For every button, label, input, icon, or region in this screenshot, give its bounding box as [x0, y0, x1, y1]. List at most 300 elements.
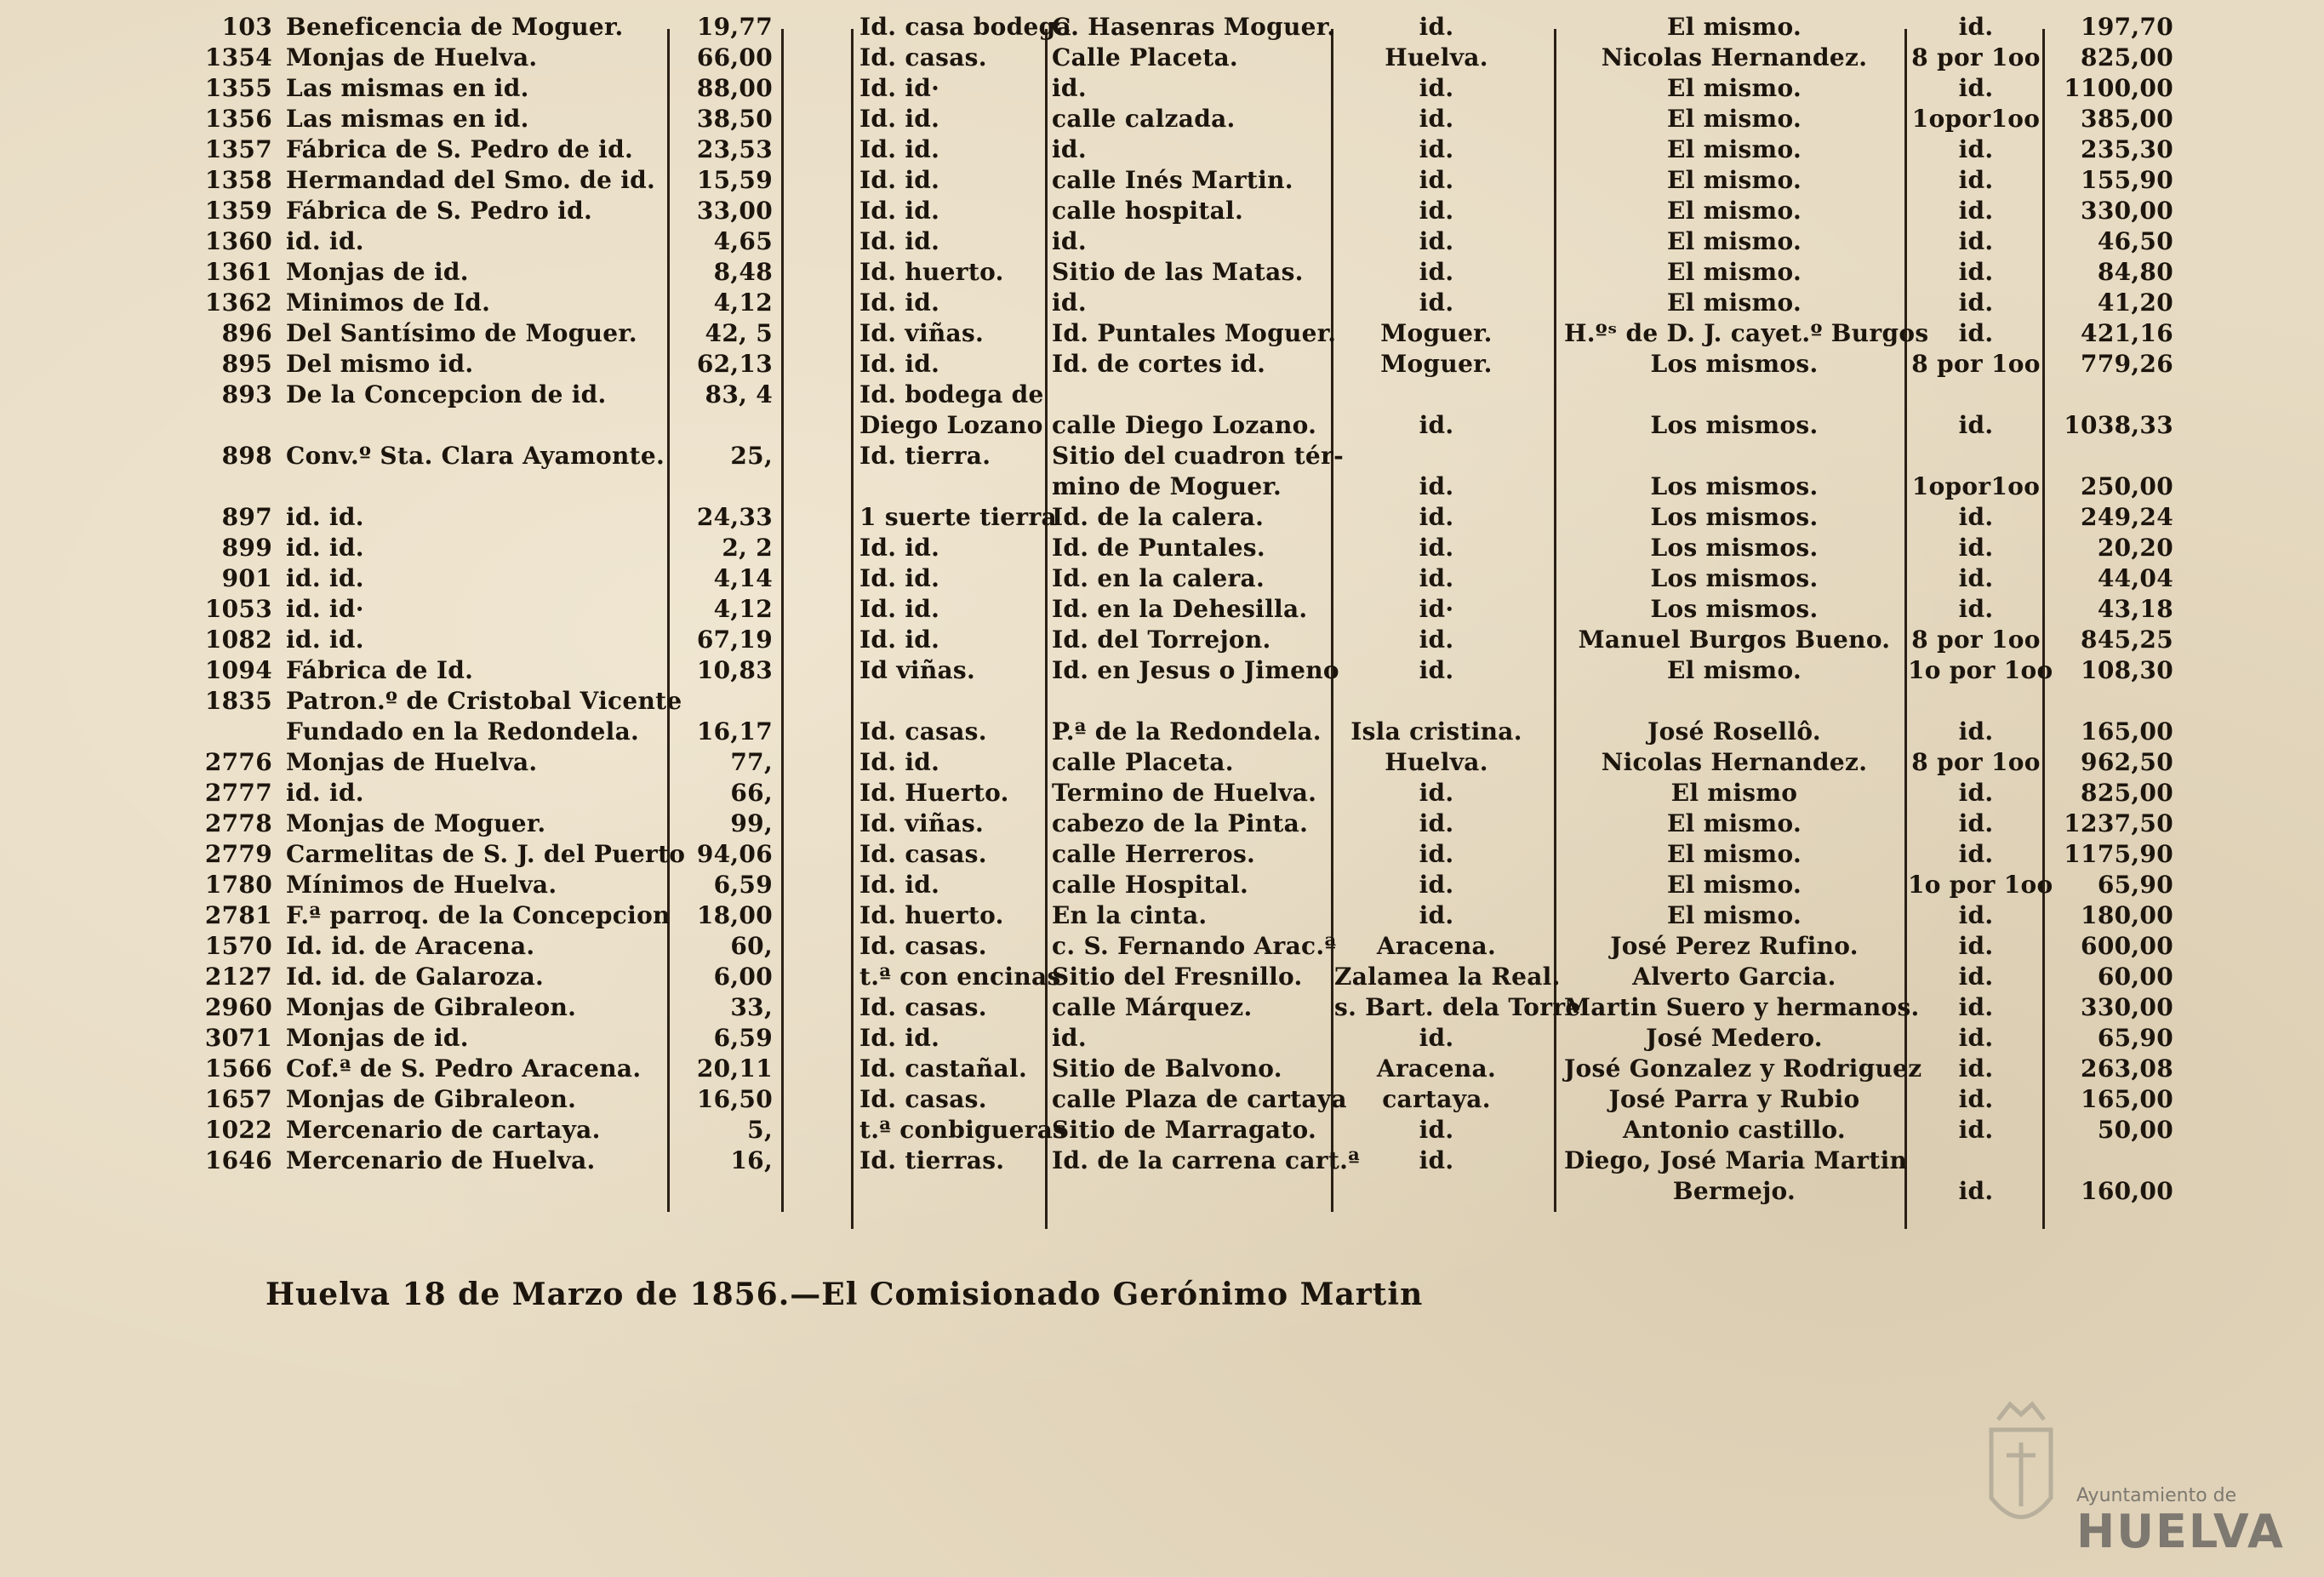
- institution-cell: Fábrica de S. Pedro id.: [286, 197, 592, 225]
- buyer-cell: Nicolas Hernandez.: [1601, 43, 1868, 71]
- town-cell: id.: [1419, 227, 1454, 255]
- property-type-cell: Id. id.: [859, 197, 940, 225]
- entry-number-cell: 2127: [204, 963, 272, 991]
- property-location-cell: Id. en la calera.: [1052, 564, 1265, 592]
- entry-number-cell: 1082: [204, 626, 272, 654]
- table-row: [0, 441, 2324, 471]
- sale-amount-cell: 1038,33: [2064, 411, 2173, 439]
- buyer-cell: Alverto Garcia.: [1632, 963, 1836, 991]
- rent-value-cell: 18,00: [696, 901, 773, 929]
- sale-amount-cell: 1237,50: [2064, 809, 2173, 837]
- buyer-cell: José Medero.: [1646, 1024, 1823, 1052]
- rent-value-cell: 83, 4: [705, 380, 773, 409]
- entry-number-cell: 1356: [204, 105, 272, 133]
- institution-cell: id. id.: [286, 779, 364, 807]
- entry-number-cell: 2777: [204, 779, 272, 807]
- table-row: [0, 410, 2324, 441]
- property-type-cell: t.ª conbigueras: [859, 1116, 1067, 1144]
- property-location-cell: P.ª de la Redondela.: [1052, 717, 1322, 746]
- rate-cell: id.: [1958, 227, 1994, 255]
- buyer-cell: El mismo.: [1666, 74, 1802, 102]
- entry-number-cell: 1354: [204, 43, 272, 71]
- buyer-cell: Bermejo.: [1672, 1177, 1796, 1205]
- sale-amount-cell: 165,00: [2081, 1085, 2173, 1113]
- rent-value-cell: 4,65: [713, 227, 773, 255]
- institution-cell: Fundado en la Redondela.: [286, 717, 640, 746]
- property-type-cell: Id. id.: [859, 1024, 940, 1052]
- property-type-cell: Id. bodega de: [859, 380, 1044, 409]
- institution-cell: Minimos de Id.: [286, 289, 491, 317]
- town-cell: cartaya.: [1382, 1085, 1491, 1113]
- rent-value-cell: 38,50: [696, 105, 773, 133]
- property-location-cell: calle hospital.: [1052, 197, 1243, 225]
- property-location-cell: C. Hasenras Moguer.: [1052, 13, 1336, 41]
- table-row: [0, 1084, 2324, 1115]
- rate-cell: id.: [1958, 13, 1994, 41]
- property-type-cell: Id. huerto.: [859, 901, 1004, 929]
- table-row: [0, 73, 2324, 104]
- property-type-cell: Diego Lozano: [859, 411, 1043, 439]
- entry-number-cell: 898: [221, 442, 272, 470]
- rate-cell: 8 por 1oo: [1911, 748, 2041, 776]
- table-row: [0, 43, 2324, 73]
- property-type-cell: Id. casas.: [859, 717, 987, 746]
- town-cell: id.: [1419, 289, 1454, 317]
- rent-value-cell: 10,83: [696, 656, 773, 684]
- institution-cell: Carmelitas de S. J. del Puerto: [286, 840, 686, 868]
- property-location-cell: id.: [1052, 227, 1087, 255]
- rate-cell: id.: [1958, 809, 1994, 837]
- table-row: [0, 625, 2324, 655]
- institution-cell: Del mismo id.: [286, 350, 474, 378]
- property-location-cell: Sitio del cuadron tér-: [1052, 442, 1345, 470]
- town-cell: id.: [1419, 840, 1454, 868]
- property-location-cell: Id. de Puntales.: [1052, 534, 1265, 562]
- property-type-cell: 1 suerte tierra: [859, 503, 1057, 531]
- institution-cell: id. id.: [286, 626, 364, 654]
- entry-number-cell: 1566: [204, 1054, 272, 1083]
- table-row: [0, 717, 2324, 747]
- buyer-cell: H.ºˢ de D. J. cayet.º Burgos: [1564, 319, 1929, 347]
- property-location-cell: Id. de la calera.: [1052, 503, 1265, 531]
- buyer-cell: El mismo.: [1666, 656, 1802, 684]
- buyer-cell: Nicolas Hernandez.: [1601, 748, 1868, 776]
- property-location-cell: Id. de la carrena cart.ª: [1052, 1146, 1361, 1174]
- rent-value-cell: 62,13: [696, 350, 773, 378]
- property-location-cell: calle calzada.: [1052, 105, 1236, 133]
- table-row: [0, 104, 2324, 134]
- town-cell: Huelva.: [1385, 43, 1488, 71]
- rent-value-cell: 67,19: [696, 626, 773, 654]
- sale-amount-cell: 421,16: [2081, 319, 2173, 347]
- town-cell: id.: [1419, 503, 1454, 531]
- institution-cell: Las mismas en id.: [286, 105, 529, 133]
- property-type-cell: Id. tierras.: [859, 1146, 1005, 1174]
- sale-amount-cell: 41,20: [2097, 289, 2173, 317]
- property-type-cell: Id viñas.: [859, 656, 976, 684]
- rate-cell: id.: [1958, 74, 1994, 102]
- table-row: [0, 349, 2324, 380]
- entry-number-cell: 1570: [204, 932, 272, 960]
- town-cell: id.: [1419, 1116, 1454, 1144]
- property-type-cell: Id. id.: [859, 135, 940, 163]
- buyer-cell: José Rosellô.: [1647, 717, 1821, 746]
- institution-cell: Monjas de id.: [286, 1024, 469, 1052]
- institution-cell: Fábrica de S. Pedro de id.: [286, 135, 634, 163]
- table-row: [0, 870, 2324, 900]
- property-type-cell: Id. viñas.: [859, 809, 985, 837]
- sale-amount-cell: 50,00: [2097, 1116, 2173, 1144]
- table-row: [0, 808, 2324, 839]
- property-location-cell: calle Herreros.: [1052, 840, 1256, 868]
- rate-cell: id.: [1958, 932, 1994, 960]
- rate-cell: id.: [1958, 1054, 1994, 1083]
- table-row: [0, 318, 2324, 349]
- table-row: [0, 471, 2324, 502]
- institution-cell: Monjas de Huelva.: [286, 43, 538, 71]
- sale-amount-cell: 385,00: [2081, 105, 2173, 133]
- rate-cell: id.: [1958, 963, 1994, 991]
- rent-value-cell: 33,: [730, 993, 773, 1021]
- property-location-cell: Calle Placeta.: [1052, 43, 1238, 71]
- buyer-cell: Manuel Burgos Bueno.: [1578, 626, 1891, 654]
- entry-number-cell: 893: [221, 380, 272, 409]
- rent-value-cell: 16,50: [696, 1085, 773, 1113]
- sale-amount-cell: 165,00: [2081, 717, 2173, 746]
- rent-value-cell: 4,14: [713, 564, 773, 592]
- sale-amount-cell: 250,00: [2081, 472, 2173, 500]
- property-location-cell: Id. Puntales Moguer.: [1052, 319, 1337, 347]
- entry-number-cell: 2776: [204, 748, 272, 776]
- town-cell: id.: [1419, 13, 1454, 41]
- rate-cell: id.: [1958, 166, 1994, 194]
- property-type-cell: Id. id.: [859, 595, 940, 623]
- rate-cell: id.: [1958, 411, 1994, 439]
- table-row: [0, 1054, 2324, 1084]
- property-location-cell: calle Plaza de cartaya: [1052, 1085, 1347, 1113]
- entry-number-cell: 2960: [204, 993, 272, 1021]
- rent-value-cell: 8,48: [713, 258, 773, 286]
- rate-cell: id.: [1958, 135, 1994, 163]
- buyer-cell: Los mismos.: [1650, 472, 1819, 500]
- rent-value-cell: 25,: [730, 442, 773, 470]
- rent-value-cell: 15,59: [696, 166, 773, 194]
- town-cell: Moguer.: [1380, 350, 1493, 378]
- property-location-cell: id.: [1052, 135, 1087, 163]
- sale-amount-cell: 962,50: [2081, 748, 2173, 776]
- rate-cell: 1opor1oo: [1911, 105, 2041, 133]
- table-row: [0, 533, 2324, 563]
- sale-amount-cell: 779,26: [2081, 350, 2173, 378]
- buyer-cell: El mismo.: [1666, 105, 1802, 133]
- table-row: [0, 165, 2324, 196]
- institution-cell: id. id·: [286, 595, 364, 623]
- rate-cell: 1o por 1oo: [1908, 871, 2053, 899]
- entry-number-cell: 1657: [204, 1085, 272, 1113]
- table-row: [0, 380, 2324, 410]
- property-type-cell: Id. casa bodega: [859, 13, 1071, 41]
- rent-value-cell: 77,: [730, 748, 773, 776]
- buyer-cell: José Gonzalez y Rodriguez: [1564, 1054, 1922, 1083]
- buyer-cell: José Perez Rufino.: [1610, 932, 1859, 960]
- rate-cell: id.: [1958, 993, 1994, 1021]
- rate-cell: id.: [1958, 901, 1994, 929]
- buyer-cell: El mismo: [1670, 779, 1798, 807]
- entry-number-cell: 901: [221, 564, 272, 592]
- sale-amount-cell: 180,00: [2081, 901, 2173, 929]
- buyer-cell: Los mismos.: [1650, 350, 1819, 378]
- property-type-cell: Id. casas.: [859, 840, 987, 868]
- town-cell: id.: [1419, 258, 1454, 286]
- town-cell: Aracena.: [1376, 932, 1497, 960]
- property-type-cell: Id. id.: [859, 748, 940, 776]
- institution-cell: id. id.: [286, 564, 364, 592]
- entry-number-cell: 896: [221, 319, 272, 347]
- table-row: [0, 962, 2324, 992]
- rent-value-cell: 94,06: [696, 840, 773, 868]
- property-location-cell: Id. en Jesus o Jimeno: [1052, 656, 1339, 684]
- table-row: [0, 502, 2324, 533]
- sale-amount-cell: 44,04: [2097, 564, 2173, 592]
- institution-cell: Las mismas en id.: [286, 74, 529, 102]
- rate-cell: id.: [1958, 503, 1994, 531]
- sale-amount-cell: 46,50: [2097, 227, 2173, 255]
- sale-amount-cell: 108,30: [2081, 656, 2173, 684]
- institution-cell: Monjas de Huelva.: [286, 748, 538, 776]
- rate-cell: id.: [1958, 534, 1994, 562]
- buyer-cell: El mismo.: [1666, 13, 1802, 41]
- table-row: [0, 12, 2324, 43]
- institution-cell: Id. id. de Galaroza.: [286, 963, 545, 991]
- rent-value-cell: 6,00: [713, 963, 773, 991]
- property-type-cell: Id. castañal.: [859, 1054, 1027, 1083]
- town-cell: id.: [1419, 626, 1454, 654]
- sale-amount-cell: 845,25: [2081, 626, 2173, 654]
- entry-number-cell: 897: [221, 503, 272, 531]
- property-location-cell: calle Inés Martin.: [1052, 166, 1293, 194]
- entry-number-cell: 2779: [204, 840, 272, 868]
- institution-cell: Conv.º Sta. Clara Ayamonte.: [286, 442, 665, 470]
- buyer-cell: Diego, José Maria Martin: [1564, 1146, 1908, 1174]
- institution-cell: Mínimos de Huelva.: [286, 871, 557, 899]
- sale-amount-cell: 263,08: [2081, 1054, 2173, 1083]
- rent-value-cell: 19,77: [696, 13, 773, 41]
- property-type-cell: Id. casas.: [859, 932, 987, 960]
- rate-cell: id.: [1958, 1116, 1994, 1144]
- property-location-cell: id.: [1052, 1024, 1087, 1052]
- town-cell: id.: [1419, 901, 1454, 929]
- buyer-cell: Los mismos.: [1650, 534, 1819, 562]
- buyer-cell: El mismo.: [1666, 258, 1802, 286]
- sale-amount-cell: 20,20: [2097, 534, 2173, 562]
- rent-value-cell: 5,: [747, 1116, 773, 1144]
- institution-cell: Cof.ª de S. Pedro Aracena.: [286, 1054, 642, 1083]
- property-type-cell: Id. id.: [859, 871, 940, 899]
- property-type-cell: t.ª con encinas: [859, 963, 1061, 991]
- rate-cell: 1opor1oo: [1911, 472, 2041, 500]
- sale-amount-cell: 1100,00: [2064, 74, 2173, 102]
- entry-number-cell: 1357: [204, 135, 272, 163]
- rate-cell: id.: [1958, 319, 1994, 347]
- entry-number-cell: 3071: [204, 1024, 272, 1052]
- town-cell: id.: [1419, 1146, 1454, 1174]
- rent-value-cell: 16,: [730, 1146, 773, 1174]
- town-cell: s. Bart. dela Torre: [1334, 993, 1581, 1021]
- buyer-cell: El mismo.: [1666, 871, 1802, 899]
- rate-cell: id.: [1958, 1085, 1994, 1113]
- buyer-cell: El mismo.: [1666, 809, 1802, 837]
- property-type-cell: Id. id.: [859, 626, 940, 654]
- entry-number-cell: 899: [221, 534, 272, 562]
- property-location-cell: Termino de Huelva.: [1052, 779, 1317, 807]
- rent-value-cell: 60,: [730, 932, 773, 960]
- entry-number-cell: 1022: [204, 1116, 272, 1144]
- institution-cell: Patron.º de Cristobal Vicente: [286, 687, 682, 715]
- property-type-cell: Id. id.: [859, 166, 940, 194]
- town-cell: id.: [1419, 472, 1454, 500]
- town-cell: id.: [1419, 809, 1454, 837]
- table-row: [0, 288, 2324, 318]
- sale-amount-cell: 84,80: [2097, 258, 2173, 286]
- table-row: [0, 196, 2324, 226]
- rent-value-cell: 6,59: [713, 1024, 773, 1052]
- buyer-cell: El mismo.: [1666, 197, 1802, 225]
- sale-amount-cell: 60,00: [2097, 963, 2173, 991]
- rent-value-cell: 6,59: [713, 871, 773, 899]
- property-location-cell: calle Márquez.: [1052, 993, 1253, 1021]
- table-row: [0, 778, 2324, 808]
- table-row: [0, 257, 2324, 288]
- buyer-cell: Antonio castillo.: [1623, 1116, 1846, 1144]
- property-type-cell: Id. tierra.: [859, 442, 991, 470]
- rent-value-cell: 42, 5: [705, 319, 773, 347]
- entry-number-cell: 1053: [204, 595, 272, 623]
- entry-number-cell: 2781: [204, 901, 272, 929]
- entry-number-cell: 1361: [204, 258, 272, 286]
- table-row: [0, 931, 2324, 962]
- watermark-title: HUELVA: [2076, 1505, 2285, 1558]
- property-location-cell: calle Hospital.: [1052, 871, 1249, 899]
- institution-cell: F.ª parroq. de la Concepcion: [286, 901, 671, 929]
- sale-amount-cell: 65,90: [2097, 1024, 2173, 1052]
- rate-cell: 1o por 1oo: [1908, 656, 2053, 684]
- entry-number-cell: 2778: [204, 809, 272, 837]
- property-location-cell: calle Diego Lozano.: [1052, 411, 1317, 439]
- buyer-cell: Los mismos.: [1650, 595, 1819, 623]
- town-cell: Isla cristina.: [1350, 717, 1522, 746]
- property-type-cell: Id. huerto.: [859, 258, 1004, 286]
- buyer-cell: El mismo.: [1666, 289, 1802, 317]
- table-row: [0, 655, 2324, 686]
- rate-cell: id.: [1958, 564, 1994, 592]
- table-row: [0, 900, 2324, 931]
- entry-number-cell: 1094: [204, 656, 272, 684]
- town-cell: id.: [1419, 871, 1454, 899]
- sale-amount-cell: 330,00: [2081, 993, 2173, 1021]
- town-cell: Aracena.: [1376, 1054, 1497, 1083]
- property-type-cell: Id. viñas.: [859, 319, 985, 347]
- rate-cell: id.: [1958, 840, 1994, 868]
- institution-cell: Hermandad del Smo. de id.: [286, 166, 656, 194]
- town-cell: id.: [1419, 411, 1454, 439]
- rent-value-cell: 16,17: [696, 717, 773, 746]
- property-location-cell: id.: [1052, 289, 1087, 317]
- town-cell: Moguer.: [1380, 319, 1493, 347]
- buyer-cell: Los mismos.: [1650, 411, 1819, 439]
- rent-value-cell: 20,11: [696, 1054, 773, 1083]
- buyer-cell: El mismo.: [1666, 135, 1802, 163]
- town-cell: id.: [1419, 166, 1454, 194]
- rent-value-cell: 24,33: [696, 503, 773, 531]
- property-type-cell: Id. id.: [859, 534, 940, 562]
- table-row: [0, 1023, 2324, 1054]
- entry-number-cell: 1835: [204, 687, 272, 715]
- property-location-cell: c. S. Fernando Arac.ª: [1052, 932, 1337, 960]
- table-row: [0, 686, 2324, 717]
- town-cell: id.: [1419, 135, 1454, 163]
- institution-cell: Monjas de Moguer.: [286, 809, 546, 837]
- property-location-cell: Sitio del Fresnillo.: [1052, 963, 1303, 991]
- entry-number-cell: 1355: [204, 74, 272, 102]
- rent-value-cell: 4,12: [713, 595, 773, 623]
- rate-cell: 8 por 1oo: [1911, 350, 2041, 378]
- entry-number-cell: 1780: [204, 871, 272, 899]
- entry-number-cell: 1358: [204, 166, 272, 194]
- table-row: [0, 1176, 2324, 1207]
- town-cell: Huelva.: [1385, 748, 1488, 776]
- rent-value-cell: 88,00: [696, 74, 773, 102]
- entry-number-cell: 895: [221, 350, 272, 378]
- town-cell: id.: [1419, 534, 1454, 562]
- town-cell: id.: [1419, 564, 1454, 592]
- property-location-cell: cabezo de la Pinta.: [1052, 809, 1309, 837]
- rate-cell: id.: [1958, 1024, 1994, 1052]
- property-type-cell: Id. Huerto.: [859, 779, 1009, 807]
- table-row: [0, 992, 2324, 1023]
- sale-amount-cell: 235,30: [2081, 135, 2173, 163]
- rent-value-cell: 33,00: [696, 197, 773, 225]
- rate-cell: 8 por 1oo: [1911, 43, 2041, 71]
- buyer-cell: El mismo.: [1666, 901, 1802, 929]
- table-row: [0, 747, 2324, 778]
- rent-value-cell: 4,12: [713, 289, 773, 317]
- town-cell: id·: [1419, 595, 1454, 623]
- entry-number-cell: 1646: [204, 1146, 272, 1174]
- entry-number-cell: 1360: [204, 227, 272, 255]
- property-type-cell: Id. casas.: [859, 993, 987, 1021]
- sale-amount-cell: 249,24: [2081, 503, 2173, 531]
- institution-cell: Id. id. de Aracena.: [286, 932, 535, 960]
- rate-cell: id.: [1958, 717, 1994, 746]
- rent-value-cell: 66,: [730, 779, 773, 807]
- sale-amount-cell: 330,00: [2081, 197, 2173, 225]
- town-cell: id.: [1419, 656, 1454, 684]
- property-type-cell: Id. id·: [859, 74, 940, 102]
- institution-cell: id. id.: [286, 227, 364, 255]
- table-row: [0, 226, 2324, 257]
- institution-cell: id. id.: [286, 534, 364, 562]
- property-type-cell: Id. id.: [859, 564, 940, 592]
- institution-cell: Mercenario de Huelva.: [286, 1146, 596, 1174]
- table-row: [0, 134, 2324, 165]
- town-cell: id.: [1419, 779, 1454, 807]
- property-type-cell: Id. id.: [859, 350, 940, 378]
- institution-cell: Fábrica de Id.: [286, 656, 474, 684]
- institution-cell: Mercenario de cartaya.: [286, 1116, 601, 1144]
- town-cell: id.: [1419, 74, 1454, 102]
- rent-value-cell: 99,: [730, 809, 773, 837]
- footer-signature: Huelva 18 de Marzo de 1856.—El Comisionado Gerónimo Martin: [266, 1277, 1424, 1312]
